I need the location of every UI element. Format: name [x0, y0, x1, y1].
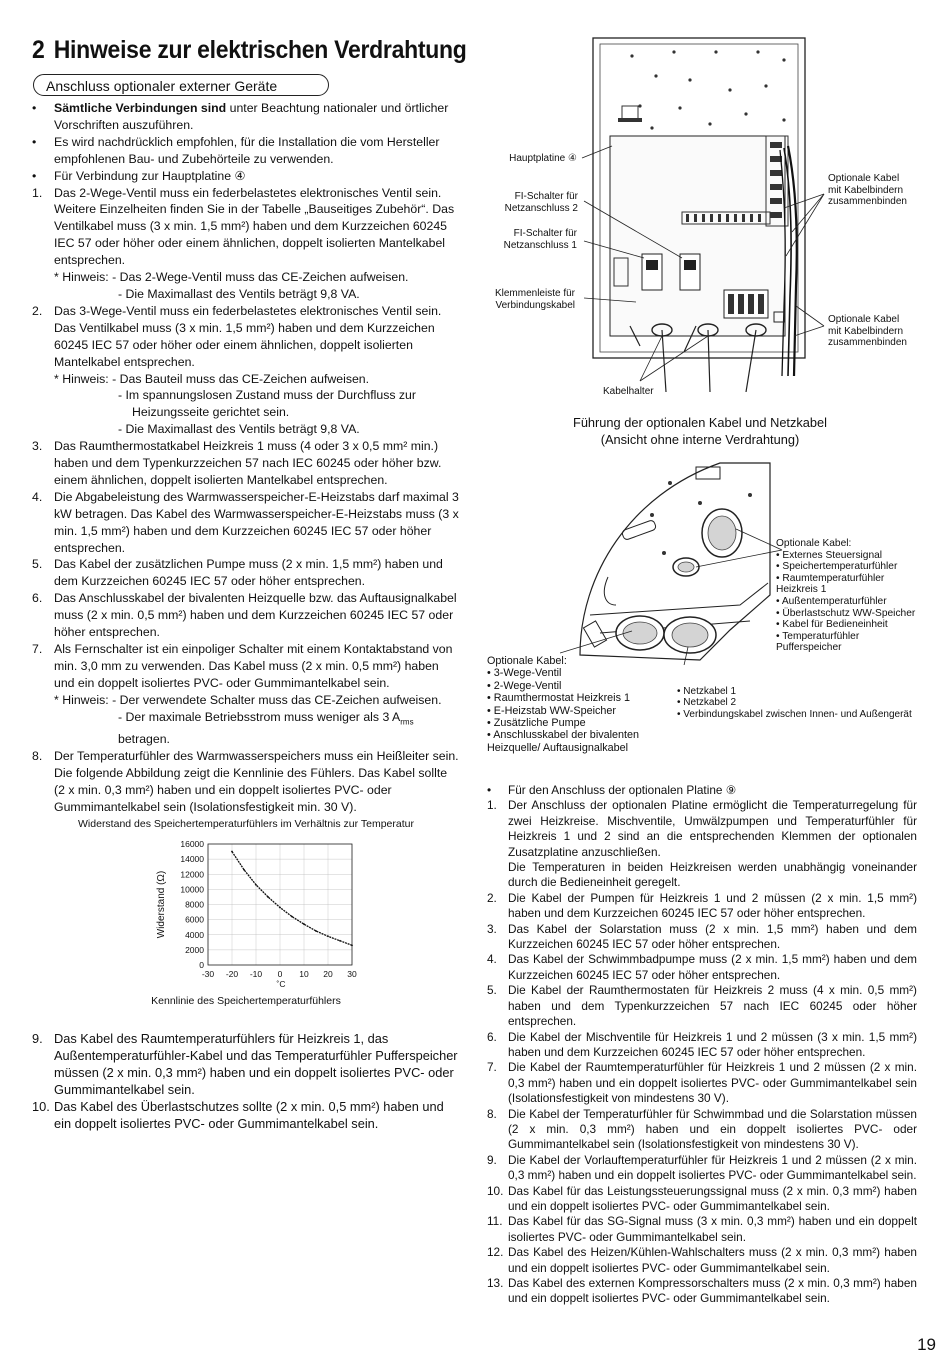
label-fi-schalter-2: FI-Schalter für Netzanschluss 2 — [504, 191, 578, 214]
list-item: 9. Die Kabel der Vorlauftemperaturfühler für Heizkreis 1 und 2 müssen (2 x min. 0,3 mm²) haben und ein doppelt isoliertes PVC- oder Gummimantelkabel sein. — [487, 1152, 917, 1183]
bullet-item: • Sämtliche Verbindungen sind unter Beachtung nationaler und örtlicher Vorschriften auszuführen. — [32, 101, 449, 132]
list-item: 6. Die Kabel der Mischventile für Heizkreis 1 und 2 müssen (3 x min. 1,5 mm²) haben und dem Kurzzeichen 60245 IEC 57 oder höher entsprechen. — [487, 1029, 917, 1059]
list-item: 4. Das Kabel der Schwimmbadpumpe muss (2 x min. 1,5 mm²) haben und dem Kurzzeichen 60245 IEC 57 oder höher entsprechen. — [487, 952, 917, 982]
list-item: 8. Der Temperaturfühler des Warmwasserspeichers muss ein Heißleiter sein. Die folgende Abbildung zeigt die Kennlinie des Fühlers. Das Kabel sollte (2 x min. 0,3 mm²) haben und ein doppelt isoliertes PVC- oder Gummimantelkabel sein (Isolationsfestigkeit min. 30 V). — [32, 748, 459, 814]
label-kabelhalter: Kabelhalter — [603, 386, 654, 397]
list-item: 7. Als Fernschalter ist ein einpoliger Schalter mit einem Kontaktabstand von min. 3,0 mm zu verwenden. Das Kabel muss (2 x min. 0,5 mm²) haben und ein doppelt isoliertes PVC- oder Gummimantelkabel sein. — [32, 642, 453, 690]
figure-caption: Führung der optionalen Kabel und Netzkabel (Ansicht ohne interne Verdrahtung) — [573, 415, 827, 447]
data-point — [243, 869, 245, 871]
x-tick-label: 20 — [323, 969, 333, 979]
y-tick-label: 2000 — [185, 944, 204, 955]
data-point — [291, 916, 293, 918]
y-tick-label: 0 — [199, 960, 204, 970]
data-point — [327, 935, 329, 937]
y-tick-label: 4000 — [185, 929, 204, 940]
label-hauptplatine: Hauptplatine ④ — [509, 153, 577, 164]
y-axis-label: Widerstand (Ω) — [156, 870, 167, 939]
cable-list-item: • Zusätzliche Pumpe — [487, 717, 687, 729]
x-axis-label: ˚C — [276, 979, 286, 989]
x-tick-label: 30 — [347, 969, 357, 979]
cable-list-item: • Temperaturfühler Pufferspeicher — [776, 631, 926, 654]
cable-list-item: • Netzkabel 1 — [677, 686, 922, 697]
cable-list-item: • E-Heizstab WW-Speicher — [487, 705, 687, 717]
x-tick-label: 0 — [277, 969, 283, 979]
page-number: 19 — [917, 1335, 936, 1354]
bullet-item: • Für den Anschluss der optionalen Platine ⑨ — [487, 783, 737, 797]
x-tick-label: 10 — [299, 969, 309, 979]
data-point — [351, 944, 353, 946]
list-item: 8. Die Kabel der Temperaturfühler für Schwimmbad und die Solarstation müssen (2 x min. 0,3 mm²) haben und ein doppelt isoliertes PVC- oder Gummimantelkabel sein (Isolationsfestigkeit von mindestens 30 V). — [487, 1106, 917, 1152]
label-optionale-kabel-1: Optionale Kabel mit Kabelbindern zusammenbinden — [828, 173, 907, 207]
list-item: 3. Das Kabel der Solarstation muss (2 x min. 1,5 mm²) haben und dem Kurzzeichen 60245 IEC 57 oder höher entsprechen. — [487, 921, 917, 952]
page-title — [32, 36, 467, 65]
list-item: 5. Das Kabel der zusätzlichen Pumpe muss (2 x min. 1,5 mm²) haben und dem Kurzzeichen 60245 IEC 57 oder höher entsprechen. — [32, 557, 443, 589]
y-tick-label: 8000 — [185, 899, 204, 910]
list-item: 13. Das Kabel des externen Kompressorschalters muss (2 x min. 0,3 mm²) haben und ein doppelt isoliertes PVC- oder Gummimantelkabel sein. — [487, 1276, 917, 1306]
list-item: 3. Das Raumthermostatkabel Heizkreis 1 muss (4 oder 3 x 0,5 mm² min.) haben und dem Typenkurzzeichen 57 nach IEC 60245 oder höher bzw. einem ähnlichen, doppelt isolierten Mantelkabel entsprechen. — [32, 439, 442, 487]
left-column-lower — [32, 1030, 460, 1132]
cable-entry-diagram — [560, 455, 790, 665]
y-tick-label: 12000 — [180, 869, 204, 880]
section-label: Anschluss optionaler externer Geräte — [33, 74, 329, 96]
cable-list-item: • Außentemperaturfühler — [776, 596, 926, 608]
list-item: 5. Die Kabel der Raumthermostaten für Heizkreis 2 muss (4 x min. 0,5 mm²) haben und dem Typenkurzzeichen 57 nach IEC 60245 oder höher entsprechen. — [487, 983, 917, 1029]
list-item: 9. Das Kabel des Raumtemperaturfühlers für Heizkreis 1, das Außentemperaturfühler-Kabel und das Temperaturfühler Pufferspeicher müssen (2 x min. 0,3 mm²) haben und ein doppelt isoliertes PVC- oder Gummimantelkabel sein. — [32, 1031, 458, 1097]
list-item: 2. Das 3-Wege-Ventil muss ein federbelastetes elektronisches Ventil sein. Das Ventilkabel muss (3 x min. 1,5 mm²) haben und dem Kurzzeichen 60245 IEC 57 oder höher oder einem ähnlichen, doppelt isolierten Mantelkabel entsprechen. — [32, 303, 442, 369]
list-item: 7. Die Kabel der Raumtemperaturfühler für Heizkreis 1 und 2 müssen (2 x min. 0,3 mm²) haben und ein doppelt isoliertes PVC- oder Gummimantelkabel sein (Isolationsfestigkeit von mindestens 30 V). — [487, 1060, 917, 1106]
note: * Hinweis: - Das Bauteil muss das CE-Zeichen aufweisen. - Im spannungslosen Zustand muss der Durchfluss zur Heizungsseite gerichtet sein. - Die Maximallast des Ventils beträgt 9,8 VA. — [54, 371, 416, 437]
y-tick-label: 16000 — [180, 839, 204, 849]
data-point — [303, 923, 305, 925]
y-tick-label: 10000 — [180, 884, 204, 895]
x-tick-label: -10 — [249, 969, 263, 979]
data-point — [339, 940, 341, 942]
data-point — [279, 907, 281, 909]
bullet-item: • Es wird nachdrücklich empfohlen, für die Installation die vom Hersteller empfohlenen Bau- und Zubehörteile zu verwenden. — [32, 134, 440, 166]
figure2-mid-list — [677, 686, 922, 720]
note: * Hinweis: - Das 2-Wege-Ventil muss das CE-Zeichen aufweisen. - Die Maximallast des Ventils beträgt 9,8 VA. — [54, 270, 409, 301]
cable-list-item: • Speichertemperaturfühler — [776, 561, 926, 573]
x-tick-label: -20 — [225, 969, 239, 979]
label-fi-schalter-1: FI-Schalter für Netzanschluss 1 — [503, 228, 577, 251]
list-item: 10. Das Kabel des Überlastschutzes sollte (2 x min. 0,5 mm²) haben und ein doppelt isoliertes PVC- oder Gummimantelkabel sein. — [32, 1099, 444, 1131]
x-tick-label: -30 — [201, 969, 215, 979]
cable-list-item: • Externes Steuersignal — [776, 550, 926, 562]
cable-list-item: • 2-Wege-Ventil — [487, 680, 687, 692]
data-point — [315, 930, 317, 932]
right-column — [487, 783, 917, 1307]
resistance-chart — [150, 836, 380, 996]
list-item: 4. Die Abgabeleistung des Warmwasserspeicher-E-Heizstabs darf maximal 3 kW betragen. Das Kabel des Warmwasserspeicher-E-Heizstabs muss (3 x min. 1,5 mm²) haben und dem Kurzzeichen 60245 IEC 57 oder höher entsprechen. — [32, 489, 459, 555]
list-item: 1. Der Anschluss der optionalen Platine ermöglicht die Temperaturregelung für zwei Heizkreise. Mischventile, Umwälzpumpen und Temperaturfühler für Heizkreis 1 und 2 sind an die entsprechenden Klemmen der optionalen Zusatzplatine anzuschließen. Die Temperaturen in beiden Heizkreisen werden unabhängig voneinander durch die Bedieneinheit geregelt. — [487, 798, 917, 890]
note: * Hinweis: - Der verwendete Schalter muss das CE-Zeichen aufweisen. - Der maximale Betriebsstrom muss weniger als 3 $A_{rms}$ betragen. — [54, 692, 442, 746]
cable-list-item: • Raumthermostat Heizkreis 1 — [487, 692, 687, 704]
cable-list-item: • Anschlusskabel der bivalenten Heizquelle/ Auftausignalkabel — [487, 729, 687, 754]
y-tick-label: 6000 — [185, 914, 204, 925]
list-item: 2. Die Kabel der Pumpen für Heizkreis 1 und 2 müssen (2 x min. 1,5 mm²) haben und dem Kurzzeichen 60245 IEC 57 oder höher entsprechen. — [487, 890, 917, 921]
chart-title: Widerstand des Speichertemperaturfühlers im Verhältnis zur Temperatur — [78, 818, 414, 830]
cable-list-item: • Raumtemperaturfühler Heizkreis 1 — [776, 573, 926, 596]
data-point — [267, 896, 269, 898]
cable-list-item: • 3-Wege-Ventil — [487, 667, 687, 679]
left-column — [32, 100, 460, 816]
data-point — [231, 851, 233, 853]
bullet-item: • Für Verbindung zur Hauptplatine ④ — [32, 168, 246, 183]
list-item: 12. Das Kabel des Heizen/Kühlen-Wahlschalters muss (2 x min. 0,3 mm²) haben und ein doppelt isoliertes PVC- oder Gummimantelkabel sein. — [487, 1245, 917, 1275]
section-title: Hinweise zur elektrischen Verdrahtung — [53, 36, 467, 64]
list-item: 1. Das 2-Wege-Ventil muss ein federbelastetes elektronisches Ventil sein. Weitere Einzelheiten finden Sie in der Tabelle „Bauseitiges Zubehör“. Das Ventilkabel muss (3 x min. 1,5 mm²) haben und dem Kurzzeichen 60245 IEC 57 oder höher oder einem ähnlichen, doppelt isolierten Mantelkabel entsprechen. — [32, 185, 455, 268]
wiring-panel-diagram — [570, 36, 830, 392]
figure2-left-list: Optionale Kabel: • 3-Wege-Ventil • 2-Wege-Ventil • Raumthermostat Heizkreis 1 • E-Heizstab WW-Speicher • Zusätzliche Pumpe • Anschlusskabel der bivalenten Heizquelle/ Auftausignalkabel — [487, 655, 687, 754]
chart-caption: Kennlinie des Speichertemperaturfühlers — [151, 995, 341, 1007]
label-optionale-kabel-2: Optionale Kabel mit Kabelbindern zusammenbinden — [828, 314, 907, 348]
label-klemmenleiste: Klemmenleiste für Verbindungskabel — [494, 288, 575, 311]
list-item: 6. Das Anschlusskabel der bivalenten Heizquelle bzw. das Auftausignalkabel muss (2 x min. 0,5 mm²) haben und dem Kurzzeichen 60245 IEC 57 oder höher entsprechen. — [32, 591, 457, 640]
cable-list-item: • Kabel für Bedieneinheit — [776, 619, 926, 631]
figure2-right-list: Optionale Kabel: • Externes Steuersignal • Speichertemperaturfühler • Raumtemperaturfühler Heizkreis 1 • Außentemperaturfühler • Überlastschutz WW-Speicher • Kabel für Bedieneinheit • Temperaturfühler Pufferspeicher — [776, 538, 926, 654]
cable-list-item: • Verbindungskabel zwischen Innen- und Außengerät — [677, 709, 922, 720]
cable-list-item: • Netzkabel 2 — [677, 697, 922, 708]
cable-list-item: • Überlastschutz WW-Speicher — [776, 608, 926, 620]
series-line — [232, 852, 352, 946]
data-point — [255, 884, 257, 886]
list-item: 11. Das Kabel für das SG-Signal muss (3 x min. 0,3 mm²) haben und ein doppelt isoliertes PVC- oder Gummimantelkabel sein. — [487, 1214, 917, 1244]
y-tick-label: 14000 — [180, 854, 204, 865]
list-item: 10. Das Kabel für das Leistungssteuerungssignal muss (2 x min. 0,3 mm²) haben und ein doppelt isoliertes PVC- oder Gummimantelkabel sein. — [487, 1183, 917, 1213]
section-number: 2 — [32, 36, 45, 64]
